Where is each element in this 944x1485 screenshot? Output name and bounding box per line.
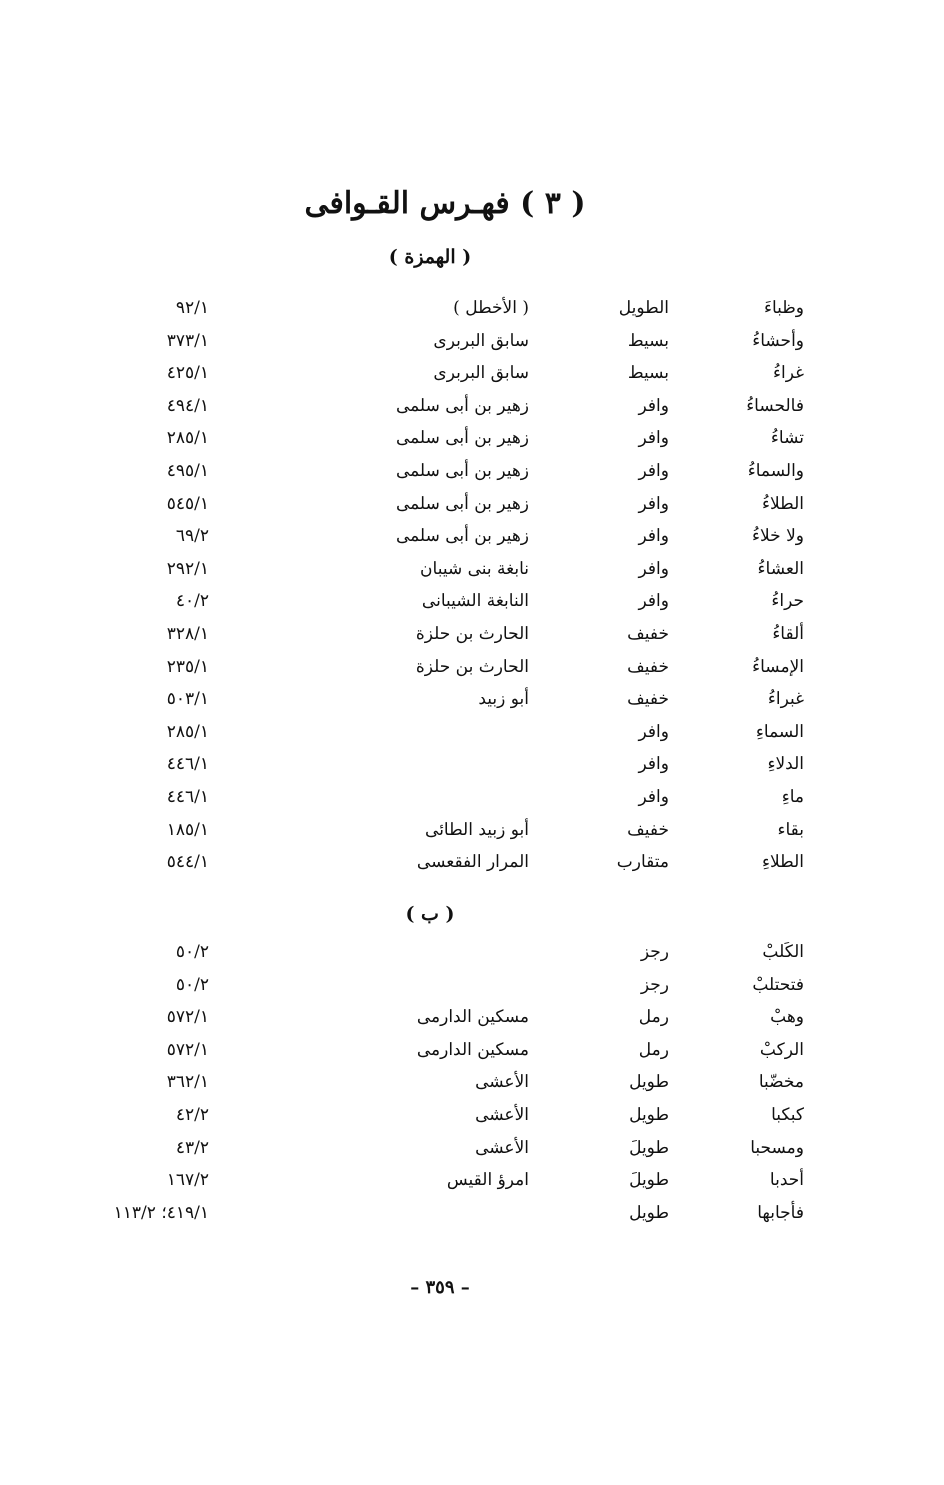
table-row (0, 1133, 944, 1165)
rhyme-cell: السماءِ (755, 722, 804, 742)
rhyme-cell: غبراءُ (767, 689, 804, 709)
table-row (0, 293, 944, 325)
reference-cell: ٥٤٥/١ (166, 494, 209, 514)
meter-cell: وافر (638, 787, 669, 807)
rhyme-cell: وأحشاءُ (752, 331, 804, 351)
rhyme-cell: الإمساءُ (752, 657, 804, 677)
rhyme-cell: ومسحبا (750, 1138, 804, 1158)
reference-cell: ٥٧٢/١ (166, 1040, 209, 1060)
meter-cell: طويل (629, 1105, 669, 1125)
table-row (0, 489, 944, 521)
rhyme-cell: الركبْ (759, 1040, 804, 1060)
rhyme-cell: كبكبا (771, 1105, 804, 1125)
table-row (0, 652, 944, 684)
table-row (0, 970, 944, 1002)
table-row (0, 1198, 944, 1230)
rhyme-cell: ألقاءُ (772, 624, 804, 644)
meter-cell: وافر (638, 494, 669, 514)
poet-cell: نابغة بنى شيبان (420, 559, 529, 579)
poet-cell: زهير بن أبى سلمى (395, 428, 529, 448)
reference-cell: ٢٩٢/١ (166, 559, 209, 579)
meter-cell: رجز (640, 975, 669, 995)
meter-cell: طويل (629, 1072, 669, 1092)
reference-cell: ٤٩٤/١ (166, 396, 209, 416)
table-row (0, 391, 944, 423)
meter-cell: خفيف (627, 657, 669, 677)
meter-cell: خفيف (627, 820, 669, 840)
table-row (0, 717, 944, 749)
poet-cell: امرؤ القيس (446, 1170, 529, 1190)
table-row (0, 456, 944, 488)
table-row (0, 423, 944, 455)
rhyme-cell: الطلاءُ (762, 494, 804, 514)
table-row (0, 847, 944, 879)
table-row (0, 782, 944, 814)
page-number: – ٣٥٩ – (410, 1277, 470, 1298)
meter-cell: وافر (638, 559, 669, 579)
rhyme-cell: تشاءُ (770, 428, 804, 448)
meter-cell: وافر (638, 754, 669, 774)
reference-cell: ٤٢٥/١ (166, 363, 209, 383)
table-row (0, 749, 944, 781)
meter-cell: وافر (638, 591, 669, 611)
meter-cell: بسيط (627, 363, 669, 383)
meter-cell: الطويل (618, 298, 669, 318)
poet-cell: زهير بن أبى سلمى (395, 396, 529, 416)
reference-cell: ١٦٧/٢ (166, 1170, 209, 1190)
rhyme-cell: ولا خلاءُ (752, 526, 804, 546)
reference-cell: ٩٢/١ (175, 298, 209, 318)
meter-cell: وافر (638, 526, 669, 546)
reference-cell: ٤٤٦/١ (166, 754, 209, 774)
meter-cell: وافر (638, 396, 669, 416)
poet-cell: الحارث بن حلزة (415, 624, 529, 644)
reference-cell: ٣٦٢/١ (166, 1072, 209, 1092)
section-heading-ba: ( ب ) (405, 903, 455, 925)
meter-cell: متقارب (616, 852, 669, 872)
rhyme-cell: العشاءُ (757, 559, 804, 579)
table-row (0, 554, 944, 586)
meter-cell: رمل (638, 1007, 669, 1027)
meter-cell: طويلَ (629, 1170, 669, 1190)
table-row (0, 937, 944, 969)
rhyme-cell: فتحتلبْ (752, 975, 804, 995)
rhyme-cell: مخضّبا (758, 1072, 804, 1092)
rhyme-cell: أحدبا (769, 1170, 804, 1190)
meter-cell: وافر (638, 722, 669, 742)
section-heading-hamza: ( الهمزة ) (388, 246, 472, 268)
reference-cell: ٥٤٤/١ (166, 852, 209, 872)
poet-cell: النابغة الشيبانى (421, 591, 529, 611)
rhyme-cell: حراءُ (771, 591, 804, 611)
reference-cell: ٣٧٣/١ (166, 331, 209, 351)
rhyme-cell: وهبْ (770, 1007, 804, 1027)
rhyme-cell: الكَلبْ (762, 942, 804, 962)
meter-cell: وافر (638, 461, 669, 481)
meter-cell: طويل (629, 1203, 669, 1223)
poet-cell: الأعشى (475, 1105, 529, 1125)
rhyme-cell: الطلاءِ (762, 852, 804, 872)
reference-cell: ٥٠٣/١ (166, 689, 209, 709)
poet-cell: الأعشى (475, 1138, 529, 1158)
rhyme-cell: والسماءُ (747, 461, 804, 481)
table-row (0, 619, 944, 651)
poet-cell: الأعشى (475, 1072, 529, 1092)
reference-cell: ٦٩/٢ (175, 526, 209, 546)
poet-cell: أبو زبيد (478, 689, 529, 709)
reference-cell: ٥٠/٢ (175, 975, 209, 995)
reference-cell: ٢٨٥/١ (166, 428, 209, 448)
rhyme-cell: بقاء (777, 820, 804, 840)
rhyme-cell: فالحساءُ (746, 396, 804, 416)
table-row (0, 1165, 944, 1197)
meter-cell: خفيف (627, 689, 669, 709)
poet-cell: المرار الفقعسى (416, 852, 529, 872)
meter-cell: رجز (640, 942, 669, 962)
poet-cell: مسكين الدارمى (416, 1007, 529, 1027)
poet-cell: ( الأخطل ) (453, 298, 529, 318)
poet-cell: أبو زبيد الطائى (425, 820, 529, 840)
meter-cell: طويلَ (629, 1138, 669, 1158)
meter-cell: رمل (638, 1040, 669, 1060)
table-row (0, 1067, 944, 1099)
table-row (0, 815, 944, 847)
reference-cell: ١٨٥/١ (166, 820, 209, 840)
poet-cell: الحارث بن حلزة (415, 657, 529, 677)
poet-cell: زهير بن أبى سلمى (395, 494, 529, 514)
table-row (0, 1002, 944, 1034)
reference-cell: ٣٢٨/١ (166, 624, 209, 644)
table-row (0, 521, 944, 553)
table-row (0, 586, 944, 618)
reference-cell: ٤٣/٢ (175, 1138, 209, 1158)
table-row (0, 1035, 944, 1067)
rhyme-cell: غراءُ (773, 363, 804, 383)
table-row (0, 1100, 944, 1132)
rhyme-cell: فأجابها (757, 1203, 804, 1223)
rhyme-cell: ماءِ (781, 787, 804, 807)
reference-cell: ٤٤٦/١ (166, 787, 209, 807)
reference-cell: ٢٣٥/١ (166, 657, 209, 677)
rhyme-cell: الدلاءِ (767, 754, 804, 774)
rhyme-cell: وظباءَ (763, 298, 804, 318)
reference-cell: ٤٢/٢ (175, 1105, 209, 1125)
table-row (0, 358, 944, 390)
meter-cell: بسيط (627, 331, 669, 351)
table-row (0, 684, 944, 716)
meter-cell: وافر (638, 428, 669, 448)
reference-cell: ٤١٩/١؛ ١١٣/٢ (113, 1203, 209, 1223)
poet-cell: زهير بن أبى سلمى (395, 526, 529, 546)
poet-cell: مسكين الدارمى (416, 1040, 529, 1060)
reference-cell: ٥٧٢/١ (166, 1007, 209, 1027)
table-row (0, 326, 944, 358)
poet-cell: سابق البربرى (433, 363, 529, 383)
reference-cell: ٤٠/٢ (175, 591, 209, 611)
reference-cell: ٤٩٥/١ (166, 461, 209, 481)
reference-cell: ٥٠/٢ (175, 942, 209, 962)
poet-cell: زهير بن أبى سلمى (395, 461, 529, 481)
poet-cell: سابق البربرى (433, 331, 529, 351)
meter-cell: خفيف (627, 624, 669, 644)
page-title: ( ٣ ) فهـرس القـوافى (304, 186, 586, 221)
reference-cell: ٢٨٥/١ (166, 722, 209, 742)
